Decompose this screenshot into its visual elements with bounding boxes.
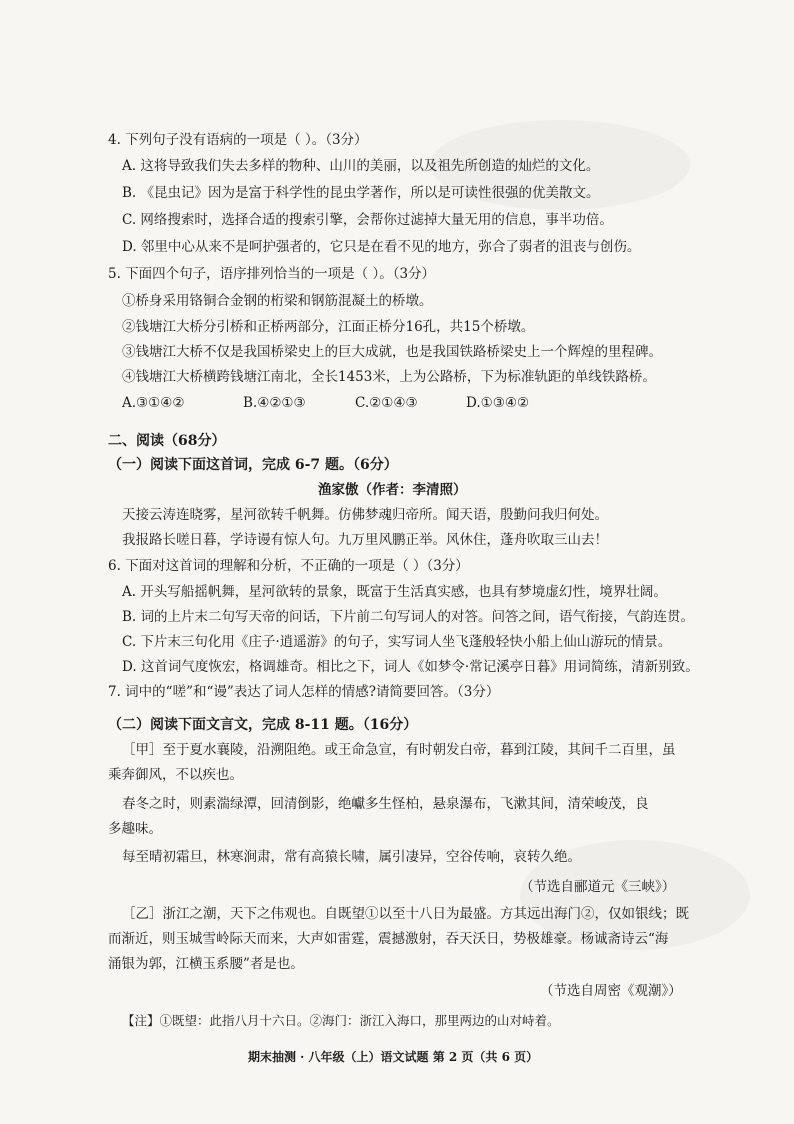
passage-jia-line-1: ［甲］至于夏水襄陵，沿溯阻绝。或王命急宣，有时朝发白帝，暮到江陵，其间千二百里，虽 [122,742,676,758]
reading-heading: 二、阅读（68分） [108,433,226,449]
q5-sentence-2: ②钱塘江大桥分引桥和正桥两部分，江面正桥分16孔，共15个桥墩。 [122,319,535,335]
passage-yi-line-3: 涌银为郭，江横玉系腰”者是也。 [108,956,304,972]
q4-option-b: B. 《昆虫记》因为是富于科学性的昆虫学著作，所以是可读性很强的优美散文。 [122,185,600,201]
passage-yi-line-1: ［乙］浙江之潮，天下之伟观也。自既望①以至十八日为最盛。方其远出海门②，仅如银线；既 [122,906,689,922]
q5-option-c: C.②①④③ [355,395,418,411]
page-footer: 期末抽测 · 八年级（上）语文试题 第 2 页（共 6 页） [248,1050,539,1064]
q4-stem: 4. 下列句子没有语病的一项是（ ）。（3分） [108,132,368,148]
annotation-note: 【注】①既望：此指八月十六日。②海门：浙江入海口，那里两边的山对峙着。 [122,1013,560,1028]
poem-title: 渔家傲（作者：李清照） [318,482,467,498]
q5-sentence-4: ④钱塘江大桥横跨钱塘江南北，全长1453米，上为公路桥，下为标准轨距的单线铁路桥。 [122,369,656,385]
passage-jia-source: （节选自郦道元《三峡》） [520,879,676,895]
q6-option-c: C. 下片末三句化用《庄子·逍遥游》的句子，实写词人坐飞蓬般轻快小船上仙山游玩的情景。 [122,634,672,650]
passage-jia-line-5: 每至晴初霜旦，林寒涧肃，常有高猿长啸，属引凄异，空谷传响，哀转久绝。 [122,849,581,865]
q4-option-d: D. 邻里中心从来不是呵护强者的，它只是在看不见的地方，弥合了弱者的沮丧与创伤。 [122,239,641,255]
q4-option-c: C. 网络搜索时，选择合适的搜索引擎，会帮你过滤掉大量无用的信息，事半功倍。 [122,212,613,228]
q7-stem: 7. 词中的“嗟”和“谩”表达了词人怎样的情感?请简要回答。（3分） [108,684,500,700]
q6-option-b: B. 词的上片末二句写天帝的问话，下片前二句写词人的对答。问答之间，语气衔接，气韵连贯。 [122,609,695,625]
poem-line-1: 天接云涛连晓雾，星河欲转千帆舞。仿佛梦魂归帝所。闻天语，殷勤问我归何处。 [122,507,608,523]
q4-option-a: A. 这将导致我们失去多样的物种、山川的美丽，以及祖先所创造的灿烂的文化。 [122,158,600,174]
passage-jia-line-2: 乘奔御风，不以疾也。 [108,767,243,783]
passage-jia-line-3: 春冬之时，则素湍绿潭，回清倒影，绝巘多生怪柏，悬泉瀑布，飞漱其间，清荣峻茂，良 [122,796,649,812]
q5-option-b: B.④②①③ [243,395,306,411]
passage-jia-line-4: 多趣味。 [108,821,162,837]
q5-option-a: A.③①④② [122,395,185,411]
q5-option-d: D.①③④② [466,395,530,411]
q6-stem: 6. 下面对这首词的理解和分析，不正确的一项是（ ）（3分） [108,558,469,574]
q5-sentence-1: ①桥身采用铬铜合金钢的桁梁和钢筋混凝土的桥墩。 [122,293,433,309]
reading-part1-heading: （一）阅读下面这首词，完成 6-7 题。（6分） [108,457,398,473]
q6-option-a: A. 开头写船摇帆舞，星河欲转的景象，既富于生活真实感，也具有梦境虚幻性，境界壮阔。 [122,584,667,600]
passage-yi-source: （节选自周密《观潮》） [540,983,682,999]
q6-option-d: D. 这首词气度恢宏，格调雄奇。相比之下，词人《如梦令·常记溪亭日暮》用词简练，清新别致。 [122,659,699,675]
q5-sentence-3: ③钱塘江大桥不仅是我国桥梁史上的巨大成就，也是我国铁路桥梁史上一个辉煌的里程碑。 [122,344,662,360]
reading-part2-heading: （二）阅读下面文言文，完成 8-11 题。（16分） [108,717,418,733]
passage-yi-line-2: 而渐近，则玉城雪岭际天而来，大声如雷霆，震撼激射，吞天沃日，势极雄豪。杨诚斋诗云“海 [108,931,669,947]
q5-stem: 5. 下面四个句子，语序排列恰当的一项是（ ）。（3分） [108,266,436,282]
poem-line-2: 我报路长嗟日暮，学诗谩有惊人句。九万里风鹏正举。风休住，蓬舟吹取三山去！ [122,532,608,548]
